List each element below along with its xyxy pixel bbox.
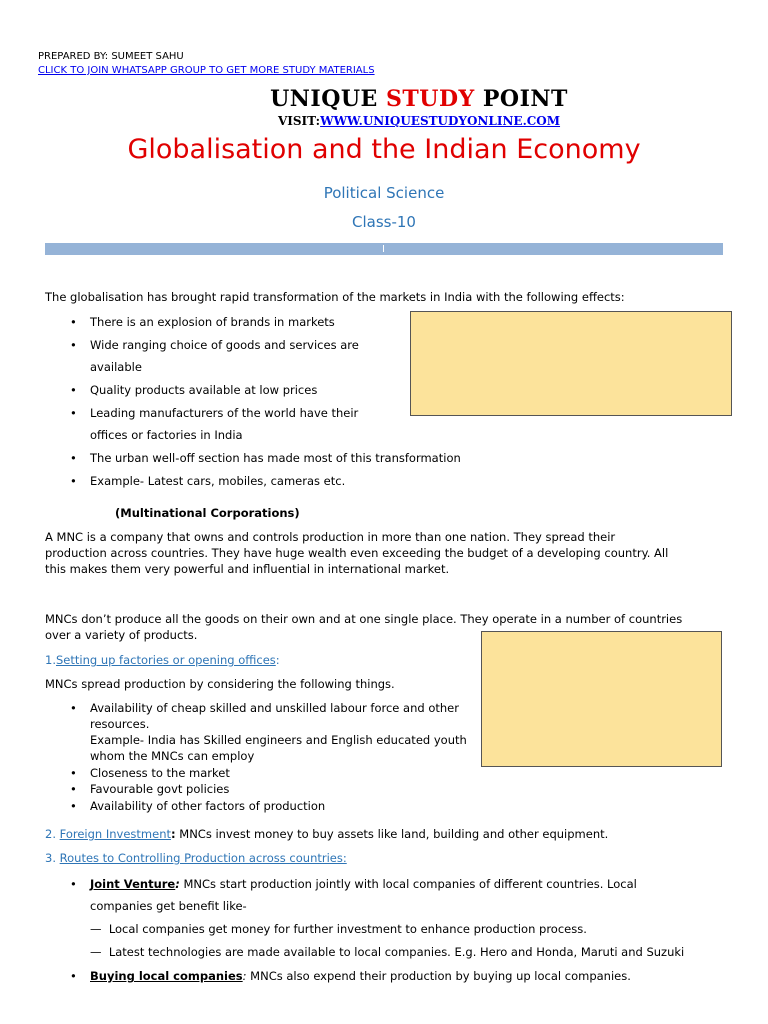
- section2-line: [45, 827, 608, 841]
- buying-item: [90, 969, 631, 983]
- jv-label: Joint Venture: [90, 877, 176, 891]
- subject-title: Political Science: [323, 184, 445, 202]
- buy-colon: :: [242, 969, 247, 983]
- section2-text: MNCs invest money to buy assets like land, building and other equipment.: [175, 827, 609, 841]
- class-title: Class-10: [352, 213, 416, 231]
- website-link[interactable]: WWW.UNIQUESTUDYONLINE.COM: [320, 114, 561, 128]
- factor-item: • Closeness to the market: [90, 766, 230, 780]
- mnc-para-line: A MNC is a company that owns and controls production in more than one nation. They spread their: [45, 530, 616, 544]
- effect-item-cont: available: [90, 360, 142, 374]
- buy-text: MNCs also expend their production by buying up local companies.: [246, 969, 631, 983]
- dash-mark: —: [90, 922, 102, 936]
- effect-item: • Example- Latest cars, mobiles, cameras etc.: [90, 474, 345, 488]
- mnc-para-line: production across countries. They have huge wealth even exceeding the budget of a developing country. All: [45, 546, 669, 560]
- effect-item-cont: offices or factories in India: [90, 428, 243, 442]
- divider-bar: [45, 243, 723, 255]
- factor-item: • Availability of cheap skilled and unskilled labour force and other: [90, 701, 459, 715]
- factor-item: • Availability of other factors of production: [90, 799, 325, 813]
- whatsapp-link[interactable]: CLICK TO JOIN WHATSAPP GROUP TO GET MORE STUDY MATERIALS: [38, 65, 375, 76]
- effect-item: • There is an explosion of brands in markets: [90, 315, 335, 329]
- section1-link[interactable]: Setting up factories or opening offices: [55, 653, 276, 667]
- section1-intro: MNCs spread production by considering the following things.: [45, 677, 395, 691]
- effect-item: • Quality products available at low prices: [90, 383, 317, 397]
- prepared-by: PREPARED BY: SUMEET SAHU: [38, 51, 184, 62]
- section1-colon: :: [275, 653, 280, 667]
- page-title: Globalisation and the Indian Economy: [127, 134, 641, 165]
- factor-item: • Favourable govt policies: [90, 782, 229, 796]
- section2-link[interactable]: Foreign Investment: [59, 827, 172, 841]
- visit-line: [0, 114, 768, 128]
- dash-mark: —: [90, 945, 102, 959]
- section3-num: 3.: [45, 851, 60, 865]
- section2-num: 2.: [45, 827, 60, 841]
- jv-colon: :: [175, 877, 180, 891]
- effect-item: • Leading manufacturers of the world have their: [90, 406, 358, 420]
- section3-heading: [45, 851, 347, 865]
- mnc-heading: (Multinational Corporations): [115, 506, 300, 520]
- brand-part1: UNIQUE: [270, 86, 386, 112]
- section3-link[interactable]: Routes to Controlling Production across countries:: [59, 851, 347, 865]
- image-placeholder: [481, 631, 722, 767]
- dash-text: Local companies get money for further investment to enhance production process.: [108, 922, 587, 936]
- bar-mark: [383, 245, 384, 252]
- brand-title: [0, 86, 768, 112]
- jv-text: MNCs start production jointly with local companies of different countries. Local: [179, 877, 637, 891]
- mnc-para2-line: MNCs don’t produce all the goods on their own and at one single place. They operate in a number of countries: [45, 612, 683, 626]
- brand-part2: STUDY: [386, 86, 475, 112]
- dash-item: [90, 922, 587, 936]
- dash-item: [90, 945, 684, 959]
- factor-item-cont: Example- India has Skilled engineers and English educated youth: [90, 733, 467, 747]
- buy-label: Buying local companies: [90, 969, 243, 983]
- section1-heading: [45, 653, 280, 667]
- effect-item: • The urban well-off section has made most of this transformation: [90, 451, 461, 465]
- visit-label: VISIT:: [277, 114, 321, 128]
- section1-num: 1.: [45, 653, 56, 667]
- mnc-para-line: this makes them very powerful and influential in international market.: [45, 562, 450, 576]
- factor-item-cont: whom the MNCs can employ: [90, 749, 255, 763]
- effect-item: • Wide ranging choice of goods and services are: [90, 338, 359, 352]
- image-placeholder: [410, 311, 732, 416]
- jv-text-cont: companies get benefit like-: [90, 899, 247, 913]
- brand-part3: POINT: [474, 86, 568, 112]
- dash-text: Latest technologies are made available to local companies. E.g. Hero and Honda, Maruti and Suzuki: [108, 945, 685, 959]
- section2-colon: :: [171, 827, 176, 841]
- factor-item-cont: resources.: [90, 717, 150, 731]
- mnc-para2-line: over a variety of products.: [45, 628, 198, 642]
- intro-text: The globalisation has brought rapid transformation of the markets in India with the following effects:: [45, 290, 625, 304]
- joint-venture-item: [90, 877, 637, 891]
